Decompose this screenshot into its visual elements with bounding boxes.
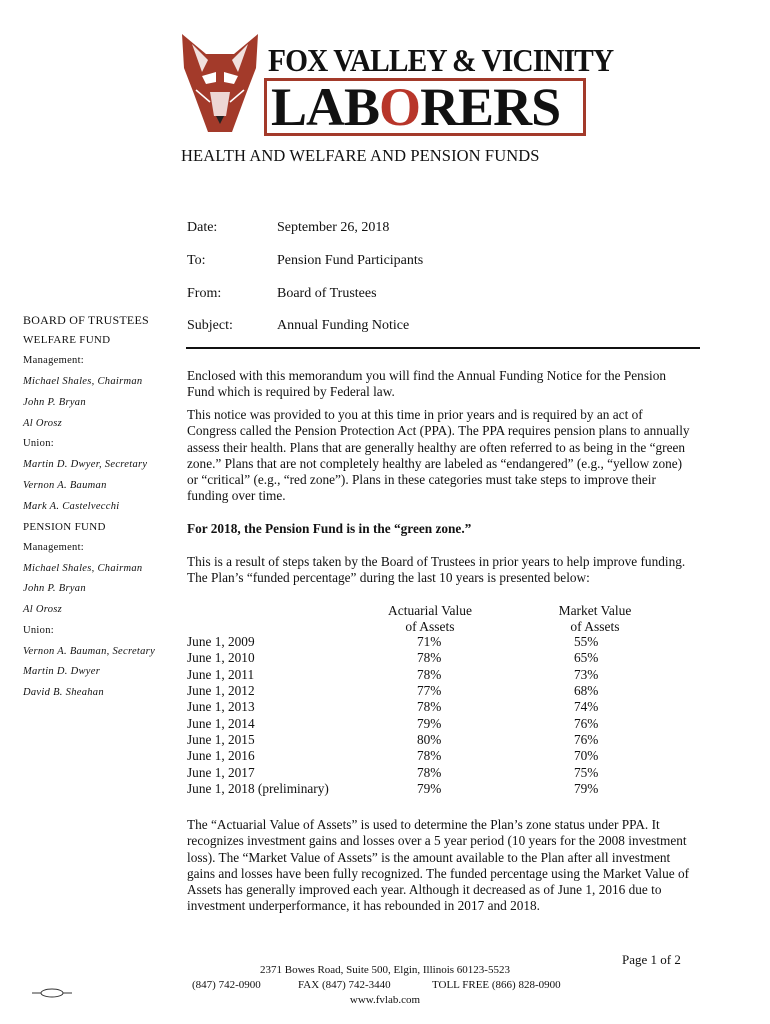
table-cell-date: June 1, 2010 <box>187 650 255 666</box>
table-cell-act: 78% <box>417 666 442 682</box>
subject-value: Annual Funding Notice <box>277 318 410 333</box>
paragraph-ppa: This notice was provided to you at this time in prior years and is required by an act of Congress called the Pension Protection Act (PPA). The PPA requires pension plans to annually assess their health. Plans that are generally healthy are often referred to as being in the “green zone.” Plans that are not completely healthy are labeled as “endangered” (e.g., “yellow zone) or “critical” (e.g., “red zone”). Plans in these categories must take steps to improve their funding over time. <box>187 407 690 504</box>
logo-wordmark-bottom: LABORERS <box>264 78 586 136</box>
pension-management-label: Management: <box>23 542 85 553</box>
table-row <box>187 699 647 715</box>
from-value: Board of Trustees <box>277 286 377 301</box>
table-cell-date: June 1, 2018 (preliminary) <box>187 781 329 797</box>
trustee-name: Al Orosz <box>23 604 63 615</box>
table-row <box>187 716 647 732</box>
footer-phone: (847) 742-0900 <box>192 979 261 991</box>
welfare-union-label: Union: <box>23 438 54 449</box>
table-header-actuarial: Actuarial Value of Assets <box>387 603 473 635</box>
table-cell-mkt: 73% <box>574 666 599 682</box>
table-cell-mkt: 55% <box>574 634 599 649</box>
union-label-icon <box>32 988 72 998</box>
table-cell-act: 71% <box>417 634 442 649</box>
table-cell-date: June 1, 2012 <box>187 683 255 699</box>
trustee-name: Martin D. Dwyer, Secretary <box>23 459 148 470</box>
to-label: To: <box>187 253 206 268</box>
table-cell-act: 78% <box>417 699 442 715</box>
table-cell-mkt: 68% <box>574 683 599 699</box>
trustee-name: John P. Bryan <box>23 397 86 408</box>
board-heading: BOARD OF TRUSTEES <box>23 313 149 327</box>
to-value: Pension Fund Participants <box>277 253 424 268</box>
table-cell-act: 79% <box>417 781 442 797</box>
table-row <box>187 781 647 797</box>
table-cell-mkt: 65% <box>574 650 599 666</box>
trustee-name: David B. Sheahan <box>23 687 104 698</box>
table-cell-act: 78% <box>417 764 442 780</box>
page-number: Page 1 of 2 <box>622 952 681 967</box>
table-row <box>187 650 647 666</box>
pension-union-label: Union: <box>23 625 54 636</box>
paragraph-funded-intro: This is a result of steps taken by the Board of Trustees in prior years to help improve funding. The Plan’s “funded percentage” during the last 10 years is presented below: <box>187 554 686 586</box>
paragraph-green-zone: For 2018, the Pension Fund is in the “green zone.” <box>187 521 472 536</box>
table-row <box>187 748 647 764</box>
table-cell-mkt: 75% <box>574 764 599 780</box>
table-cell-act: 78% <box>417 748 442 764</box>
footer-website: www.fvlab.com <box>349 994 421 1006</box>
trustee-name: Mark A. Castelvecchi <box>23 501 120 512</box>
paragraph-intro: Enclosed with this memorandum you will find the Annual Funding Notice for the Pension Fund which is required by Federal law. <box>187 368 666 400</box>
table-cell-date: June 1, 2011 <box>187 666 255 682</box>
table-cell-date: June 1, 2016 <box>187 748 255 764</box>
trustee-name: John P. Bryan <box>23 583 86 594</box>
table-row <box>187 634 647 650</box>
footer-address: 2371 Bowes Road, Suite 500, Elgin, Illinois 60123-5523 <box>260 964 510 976</box>
trustee-name: Michael Shales, Chairman <box>23 376 143 387</box>
table-cell-mkt: 74% <box>574 699 599 715</box>
table-cell-date: June 1, 2009 <box>187 634 255 649</box>
trustee-name: Al Orosz <box>23 418 63 429</box>
date-value: September 26, 2018 <box>277 220 390 235</box>
trustee-name: Vernon A. Bauman <box>23 480 107 491</box>
table-cell-mkt: 76% <box>574 715 599 731</box>
trustee-name: Michael Shales, Chairman <box>23 563 143 574</box>
table-header-market: Market Value of Assets <box>558 603 632 635</box>
logo-wordmark-top: FOX VALLEY & VICINITY <box>268 42 614 78</box>
table-cell-date: June 1, 2013 <box>187 699 255 715</box>
footer-fax: FAX (847) 742-3440 <box>298 979 391 991</box>
welfare-management-label: Management: <box>23 355 85 366</box>
table-cell-act: 80% <box>417 732 442 748</box>
date-label: Date: <box>187 220 218 235</box>
table-row <box>187 732 647 748</box>
table-row <box>187 683 647 699</box>
letterhead-subtitle: HEALTH AND WELFARE AND PENSION FUNDS <box>181 146 540 165</box>
table-row <box>187 765 647 781</box>
trustee-name: Martin D. Dwyer <box>23 666 101 677</box>
table-cell-mkt: 79% <box>574 781 599 797</box>
from-label: From: <box>187 286 222 301</box>
table-cell-mkt: 76% <box>574 732 599 748</box>
table-cell-date: June 1, 2017 <box>187 764 255 780</box>
table-cell-act: 79% <box>417 715 442 731</box>
subject-label: Subject: <box>187 318 233 333</box>
paragraph-explanation: The “Actuarial Value of Assets” is used to determine the Plan’s zone status under PPA. It recognizes investment gains and losses over a 5 year period (10 years for the 2008 investment loss). The “Market Value of Assets” is the amount available to the Plan after all investment gains and losses have been fully recognized. The funded percentage using the Market Value of Assets has generally improved each year. Although it decreased as of June 1, 2016 due to investment underperformance, it has rebounded in 2017 and 2018. <box>187 817 690 914</box>
table-cell-date: June 1, 2015 <box>187 732 255 748</box>
welfare-fund-heading: WELFARE FUND <box>23 334 111 346</box>
fox-logo-icon <box>180 32 260 136</box>
table-row <box>187 667 647 683</box>
memo-divider <box>186 347 700 349</box>
footer-tollfree: TOLL FREE (866) 828-0900 <box>432 979 561 991</box>
table-cell-date: June 1, 2014 <box>187 715 255 731</box>
table-cell-act: 78% <box>417 650 442 666</box>
trustee-name: Vernon A. Bauman, Secretary <box>23 646 156 657</box>
table-cell-mkt: 70% <box>574 748 599 764</box>
pension-fund-heading: PENSION FUND <box>23 521 106 533</box>
table-cell-act: 77% <box>417 683 442 699</box>
